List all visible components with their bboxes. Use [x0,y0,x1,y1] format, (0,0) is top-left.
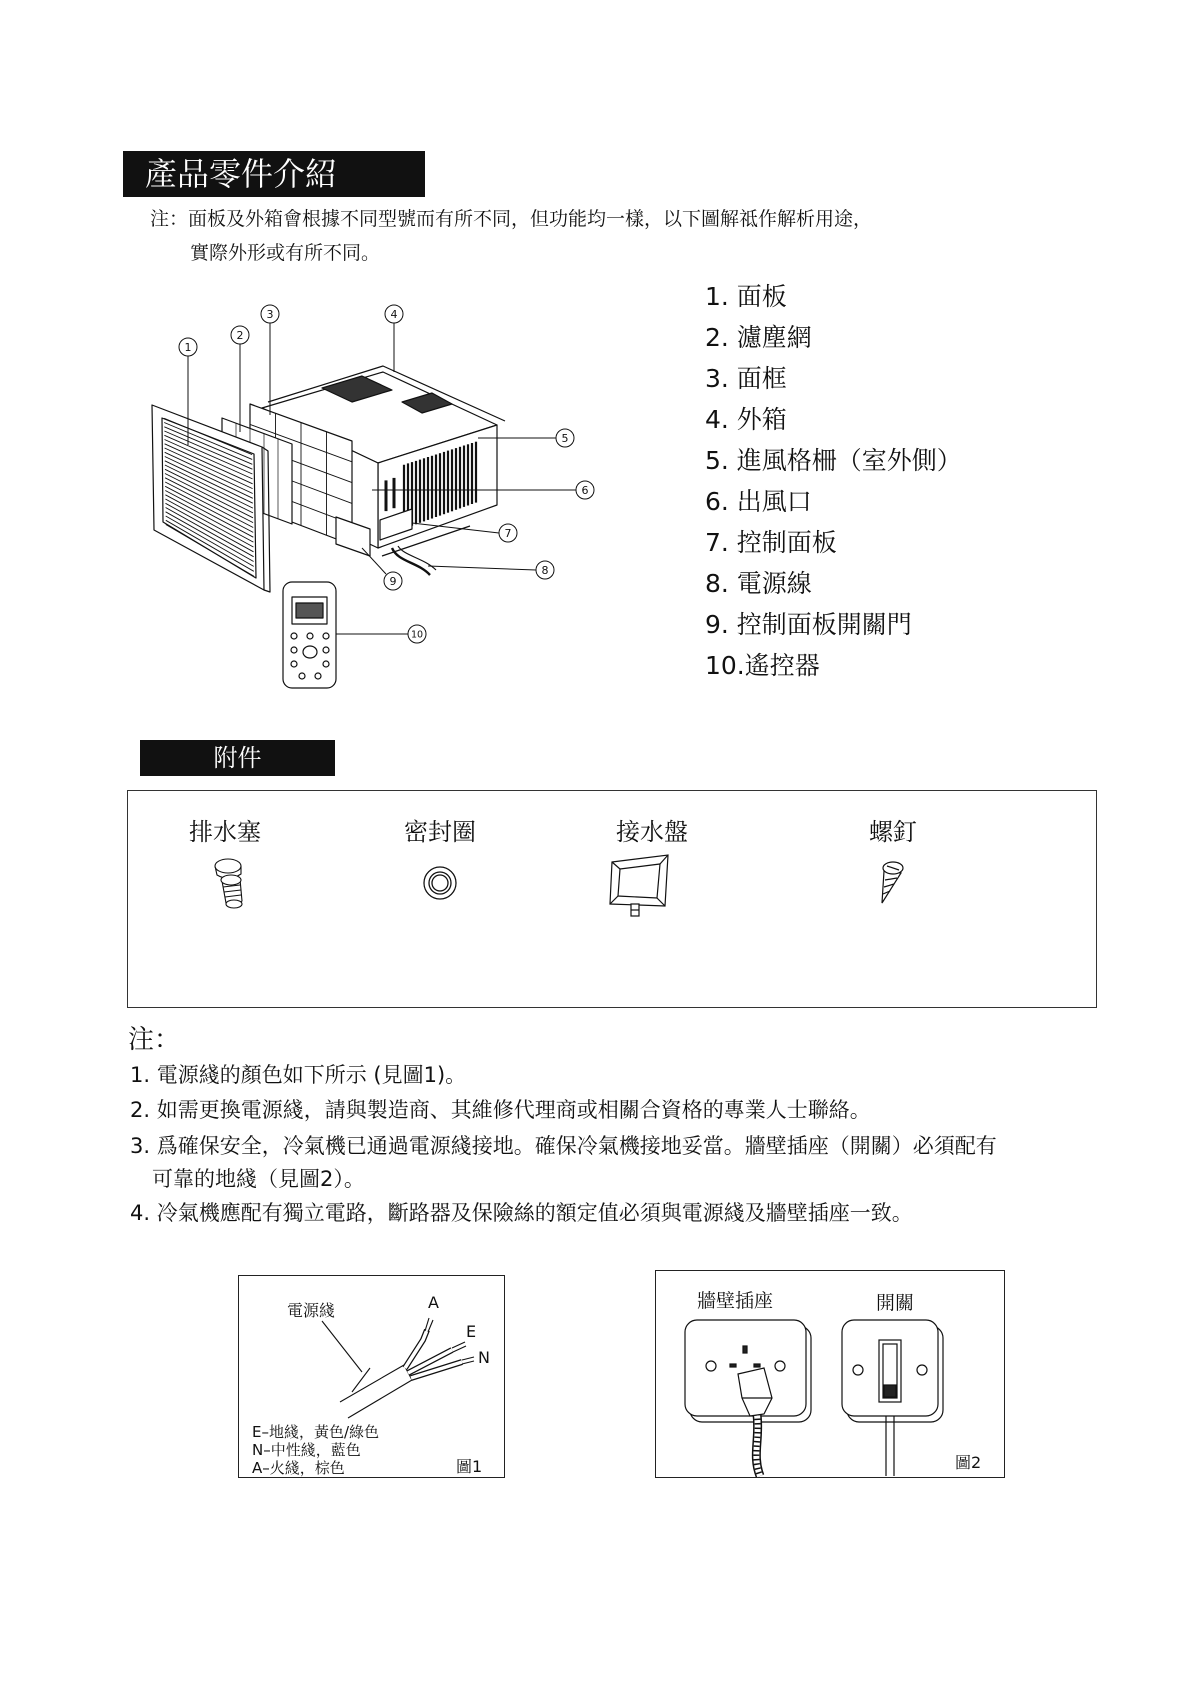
callout-number-5: 5 [561,432,569,445]
parts-list-item: 3. 面框 [705,364,787,393]
figure-2-socket-label: 牆壁插座 [697,1290,774,1312]
remote-button [307,633,313,639]
remote-button [323,633,329,639]
section-title-bar [123,151,425,197]
seal-ring-icon [420,862,460,904]
callout-number-3: 3 [266,308,274,321]
accessory-label-drain-pan: 接水盤 [616,818,688,846]
screw-icon [868,858,908,908]
figure-1-wire-e-label: E [466,1322,477,1341]
figure-1-legend-earth: E–地綫，黃色/綠色 [252,1423,380,1441]
note-line-4: 4. 冷氣機應配有獨立電路，斷路器及保險絲的額定值必須與電源綫及牆壁插座一致。 [130,1201,913,1225]
drain-plug-end [226,900,242,908]
drain-plug-collar [221,875,241,885]
figure-1-wire-n-label: N [478,1348,490,1367]
switch-screw-right [917,1365,927,1375]
cable-sheath-bottom [348,1380,412,1418]
remote-button [291,647,297,653]
callout-number-1: 1 [184,341,192,354]
drain-pan-icon [606,850,676,922]
accessory-label-screw: 螺釘 [869,818,917,846]
drain-plug-icon [205,855,259,915]
figure-2-caption: 圖2 [955,1453,982,1472]
callout-number-10: 10 [410,629,424,641]
parts-list-item: 7. 控制面板 [705,528,837,557]
note-line-2: 2. 如需更換電源綫，請與製造商、其維修代理商或相關合資格的專業人士聯絡。 [130,1098,871,1122]
parts-list-item: 10.遙控器 [705,651,820,680]
callout-number-2: 2 [236,329,244,342]
switch-indicator [884,1385,896,1397]
notes-heading: 注： [128,1025,181,1055]
intro-note-line-2: 實際外形或有所不同。 [190,242,381,264]
callout-number-8: 8 [541,564,549,577]
remote-button [315,673,321,679]
accessory-label-seal-ring: 密封圈 [404,818,476,846]
note-line-1: 1. 電源綫的顏色如下所示 (見圖1)。 [130,1063,467,1087]
parts-list-item: 9. 控制面板開關門 [705,610,912,639]
wire-n-strand [462,1357,474,1360]
remote-center-button [303,646,317,658]
figure-1-legend-neutral: N–中性綫，藍色 [252,1441,361,1459]
accessory-label-drain-plug: 排水塞 [189,818,261,846]
remote-button [299,673,305,679]
parts-list-item: 6. 出風口 [705,487,812,516]
callout-number-7: 7 [504,527,512,540]
figure-2-switch-label: 開關 [876,1292,915,1314]
socket-screw-left [706,1361,716,1371]
callout-number-9: 9 [389,575,397,588]
wire-a-strand [428,1320,433,1332]
accessories-title: 附件 [213,744,262,772]
remote-button [291,661,297,667]
figure-1-legend-live: A–火綫，棕色 [252,1459,345,1477]
socket-earth-slot [743,1346,747,1353]
socket-neutral-slot [754,1364,760,1367]
remote-button [291,633,297,639]
drain-plug-cap-top [215,859,241,873]
unit-exploded-diagram [140,290,610,700]
accessories-title-bar [140,740,335,776]
figure-1-cable-label: 電源綫 [287,1301,336,1320]
callout-leader-8 [428,566,536,570]
unit-drawing [152,366,505,688]
callout-number-4: 4 [390,308,398,321]
switch-screw-left [853,1365,863,1375]
note-line-3-continued: 可靠的地綫（見圖2）。 [152,1167,365,1191]
figure-1-caption: 圖1 [456,1457,483,1476]
socket-live-slot [730,1364,736,1367]
parts-list [705,276,962,686]
callout-number-6: 6 [581,484,589,497]
cable-sheath-top [340,1365,404,1402]
cable-label-leader [322,1321,362,1372]
intro-note-line-1: 注：面板及外箱會根據不同型號而有所不同，但功能均一樣，以下圖解祗作解析用途， [150,208,873,230]
section-title: 產品零件介紹 [145,155,338,193]
remote-button [323,661,329,667]
parts-list-item: 8. 電源線 [705,569,812,598]
callout-leader-9 [362,548,386,574]
note-line-3: 3. 爲確保安全，冷氣機已通過電源綫接地。確保冷氣機接地妥當。牆壁插座（開關）必須配有 [130,1134,997,1158]
wire-n-strand [462,1361,474,1364]
parts-list-item: 1. 面板 [705,282,787,311]
parts-list-item: 5. 進風格柵（室外側） [705,446,962,475]
parts-list-item: 2. 濾塵網 [705,323,812,352]
socket-screw-right [775,1361,785,1371]
remote-button [323,647,329,653]
wire-a-strand [425,1318,429,1331]
seal-ring-inner [432,875,448,891]
figure-1-wire-a-label: A [428,1293,439,1312]
parts-list-item: 4. 外箱 [705,405,787,434]
drain-pan-inner [618,864,660,898]
remote-control [283,582,336,688]
remote-display-digits [296,603,323,618]
